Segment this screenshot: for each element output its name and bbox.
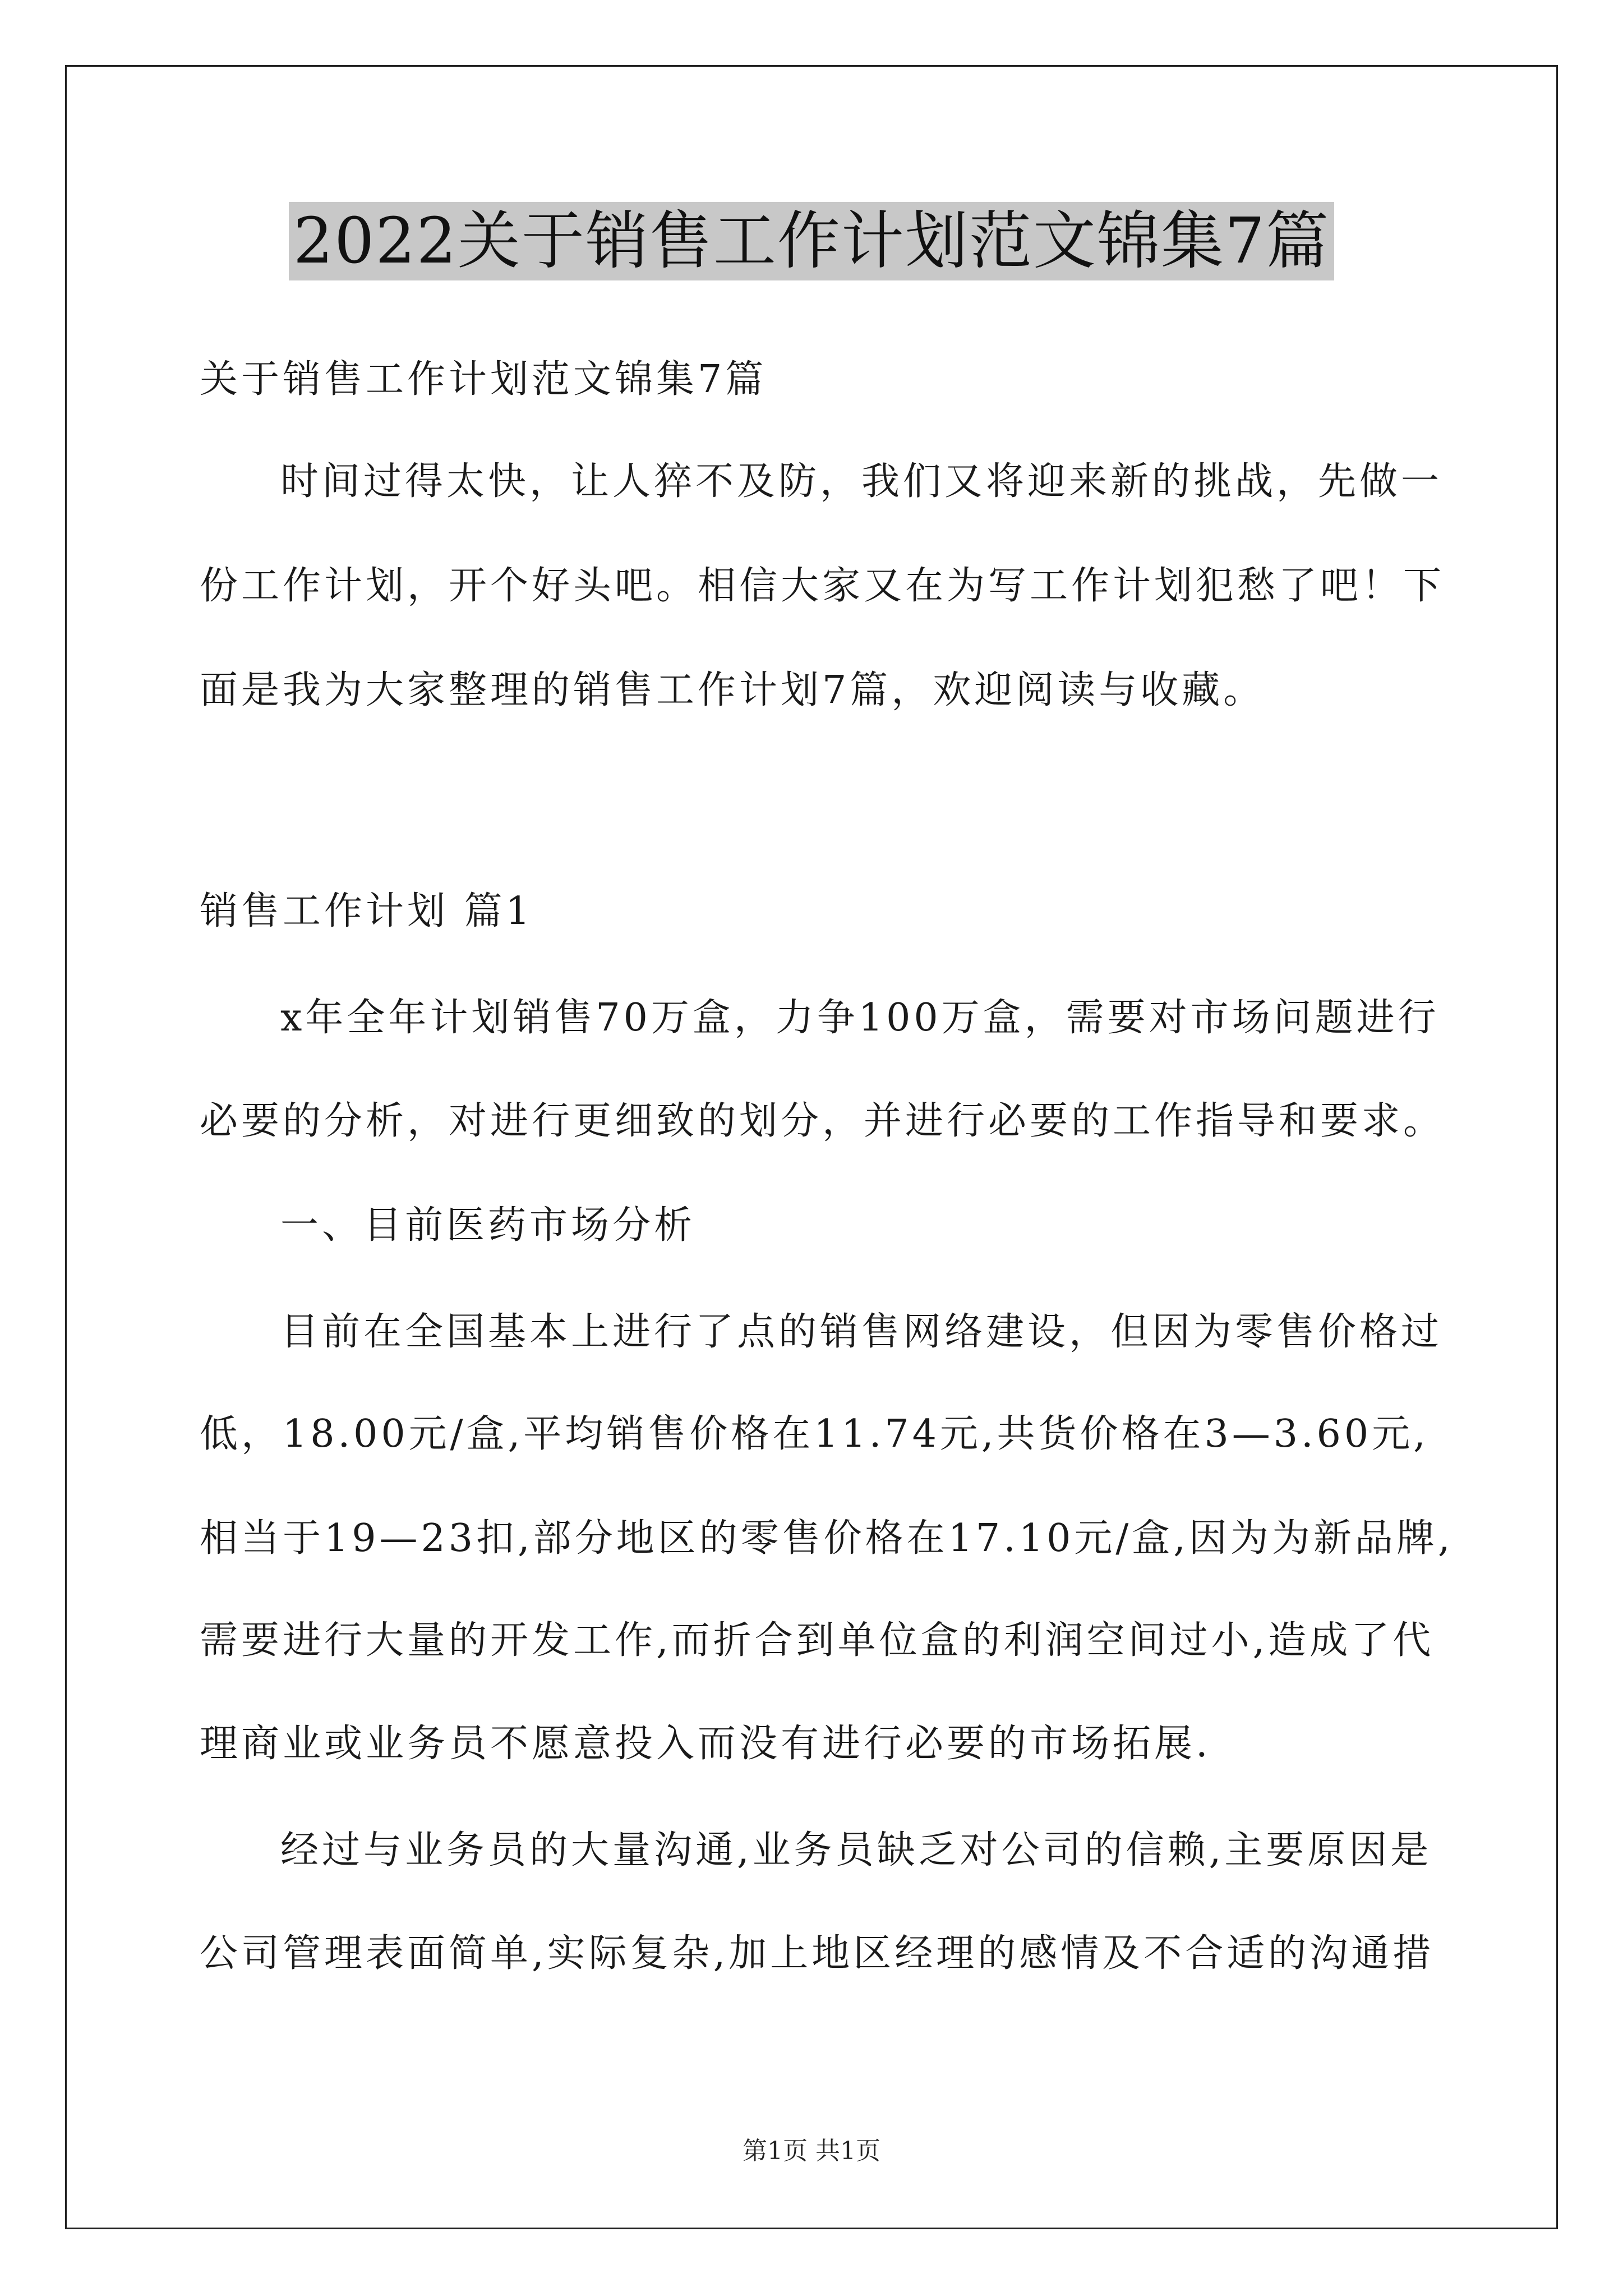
body-line: 低，18.00元/盒,平均销售价格在11.74元,共货价格在3—3.60元, bbox=[200, 1412, 1429, 1456]
body-line: 必要的分析，对进行更细致的划分，并进行必要的工作指导和要求。 bbox=[200, 1099, 1445, 1143]
body-line: 经过与业务员的大量沟通,业务员缺乏对公司的信赖,主要原因是 bbox=[280, 1828, 1432, 1872]
document-subtitle: 关于销售工作计划范文锦集7篇 bbox=[200, 357, 767, 402]
intro-line: 时间过得太快，让人猝不及防，我们又将迎来新的挑战，先做一 bbox=[280, 459, 1443, 504]
intro-line: 面是我为大家整理的销售工作计划7篇，欢迎阅读与收藏。 bbox=[200, 668, 1265, 712]
title-container bbox=[0, 202, 1623, 280]
body-line: 公司管理表面简单,实际复杂,加上地区经理的感情及不合适的沟通措 bbox=[200, 1931, 1435, 1976]
body-line: x年全年计划销售70万盒，力争100万盒，需要对市场问题进行 bbox=[280, 996, 1440, 1040]
body-line: 理商业或业务员不愿意投入而没有进行必要的市场拓展. bbox=[200, 1722, 1211, 1766]
body-line: 需要进行大量的开发工作,而折合到单位盒的利润空间过小,造成了代 bbox=[200, 1618, 1435, 1663]
document-title: 2022关于销售工作计划范文锦集7篇 bbox=[289, 202, 1334, 280]
intro-line: 份工作计划，开个好头吧。相信大家又在为写工作计划犯愁了吧！下 bbox=[200, 564, 1445, 608]
section-heading: 销售工作计划 篇1 bbox=[200, 889, 533, 933]
page-footer: 第1页 共1页 bbox=[743, 2137, 880, 2165]
body-line: 一、目前医药市场分析 bbox=[280, 1203, 696, 1248]
body-line: 目前在全国基本上进行了点的销售网络建设，但因为零售价格过 bbox=[280, 1310, 1443, 1354]
body-line: 相当于19—23扣,部分地区的零售价格在17.10元/盒,因为为新品牌, bbox=[200, 1516, 1454, 1561]
